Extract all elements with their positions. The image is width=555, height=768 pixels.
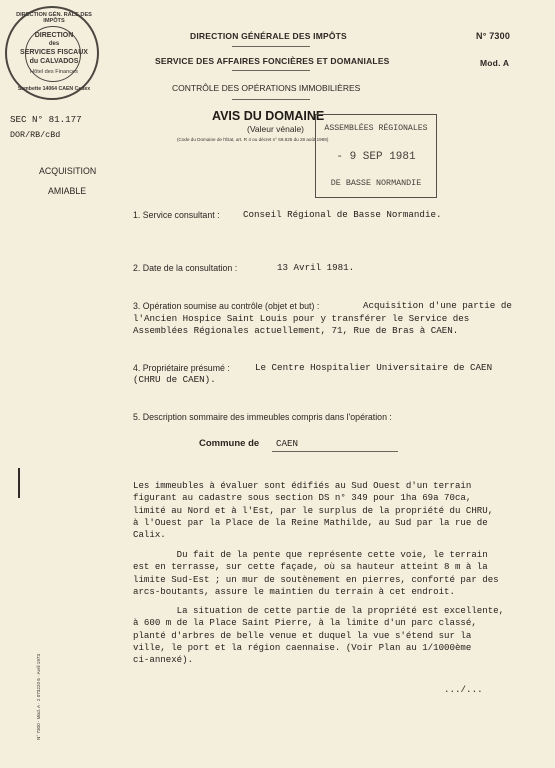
description-p1-line: figurant au cadastre sous section DS n° 349 pour 1ha 69a 70ca, [133, 492, 472, 504]
item-2-label: 2. Date de la consultation : [133, 263, 238, 273]
item-4-value-line-1: Le Centre Hospitalier Universitaire de CAEN [255, 362, 493, 373]
amiable-label: AMIABLE [48, 186, 87, 196]
item-3-value-line-3: Assemblées Régionales actuellement, 71, Rue de Bras à CAEN. [133, 325, 459, 336]
item-3-label: 3. Opération soumise au contrôle (objet et but) : [133, 301, 320, 311]
description-paragraph-2 [133, 537, 499, 598]
item-1-label: 1. Service consultant : [133, 210, 220, 220]
stamp-rect-assemblees: ASSEMBLÉES RÉGIONALES [324, 124, 428, 133]
form-print-reference: N° 7300 · Mod. A · 2 073220 6 · Avril 1973 [36, 653, 41, 740]
item-2-value: 13 Avril 1981. [277, 262, 355, 273]
description-p1-line: limité au Nord et à l'Est, par le surplus de la propriété du CHRU, [133, 504, 494, 516]
commune-value: CAEN [276, 438, 299, 449]
description-p3-line: ville, le port et la région caennaise. (Voir Plan au 1/1000ème [133, 641, 472, 653]
stamp-line-des: des [48, 41, 60, 47]
description-p1-line: à l'Ouest par la Place de la Reine Mathilde, au Sud par la rue de [133, 516, 488, 528]
avis-subtitle: (Valeur vénale) [247, 124, 305, 134]
header-controle: CONTRÔLE DES OPÉRATIONS IMMOBILIÈRES [172, 83, 361, 93]
description-p2-line: limite Sud-Est ; un mur de soutènement en pierres, conforté par des [133, 573, 499, 585]
item-1-value: Conseil Régional de Basse Normandie. [243, 209, 442, 220]
header-rule-1 [232, 46, 310, 47]
description-p3-line: La situation de cette partie de la propriété est excellente, [133, 605, 505, 617]
header-direction: DIRECTION GÉNÉRALE DES IMPÔTS [190, 31, 347, 41]
description-p3-line: à 600 m de la Place Saint Pierre, à la limite d'un parc classé, [133, 617, 477, 629]
item-4-label: 4. Propriétaire présumé : [133, 363, 230, 373]
description-p3-line: ci-annexé). [133, 654, 194, 666]
item-4-value-line-2: (CHRU de CAEN). [133, 374, 216, 385]
stamp-line-calvados: du CALVADOS [29, 58, 79, 65]
reference-sec: SEC N° 81.177 [10, 114, 82, 125]
description-p1-line: Les immeubles à évaluer sont édifiés au Sud Ouest d'un terrain [133, 480, 472, 492]
header-rule-3 [232, 99, 310, 100]
form-model: Mod. A [480, 58, 510, 68]
form-number: N° 7300 [476, 31, 511, 41]
description-p1-line: Calix. [133, 529, 166, 541]
avis-code-reference: (Code du Domaine de l'État, art. R 4 ou décret n° 69.825 du 28 août 1969) [177, 137, 329, 142]
continued-marker: .../... [444, 684, 483, 695]
stamp-line-services: SERVICES FISCAUX [20, 49, 88, 56]
commune-underline [272, 451, 398, 452]
stamp-line-direction: DIRECTION [34, 32, 74, 39]
stamp-outer-top: DIRECTION GÉN. RALE DES IMPÔTS [16, 12, 92, 24]
margin-pen-mark [18, 468, 20, 498]
stamp-outer-bottom: Sambette 14064 CAEN Cedex [17, 86, 91, 92]
description-paragraph-1 [133, 468, 493, 541]
reference-initials: DOR/RB/cBd [10, 130, 61, 140]
item-3-value-line-1: Acquisition d'une partie de [363, 300, 512, 311]
description-paragraph-3 [133, 593, 504, 666]
avis-title: AVIS DU DOMAINE [212, 109, 325, 123]
stamp-rect-normandie: DE BASSE NORMANDIE [330, 178, 422, 188]
description-p3-line: planté d'arbres de belle venue et duquel la vue s'étend sur la [133, 629, 472, 641]
header-rule-2 [232, 70, 310, 71]
fiscal-services-round-stamp [5, 6, 99, 100]
description-p2-line: Du fait de la pente que représente cette voie, le terrain [133, 549, 488, 561]
acquisition-label: ACQUISITION [39, 166, 97, 176]
header-service: SERVICE DES AFFAIRES FONCIÈRES ET DOMANIALES [155, 56, 390, 66]
description-p2-line: est en terrasse, sur cette façade, où sa hauteur atteint 8 m à la [133, 561, 488, 573]
stamp-line-hotel: Hôtel des Finances [30, 69, 78, 75]
reception-date-stamp [315, 114, 437, 198]
item-3-value-line-2: l'Ancien Hospice Saint Louis pour y transférer le Service des [133, 313, 470, 324]
commune-label: Commune de [199, 438, 260, 449]
stamp-rect-date: - 9 SEP 1981 [336, 151, 416, 163]
description-p2-line: arcs-boutants, assure le maintien du terrain à cet endroit. [133, 585, 455, 597]
item-5-label: 5. Description sommaire des immeubles compris dans l'opération : [133, 412, 392, 422]
